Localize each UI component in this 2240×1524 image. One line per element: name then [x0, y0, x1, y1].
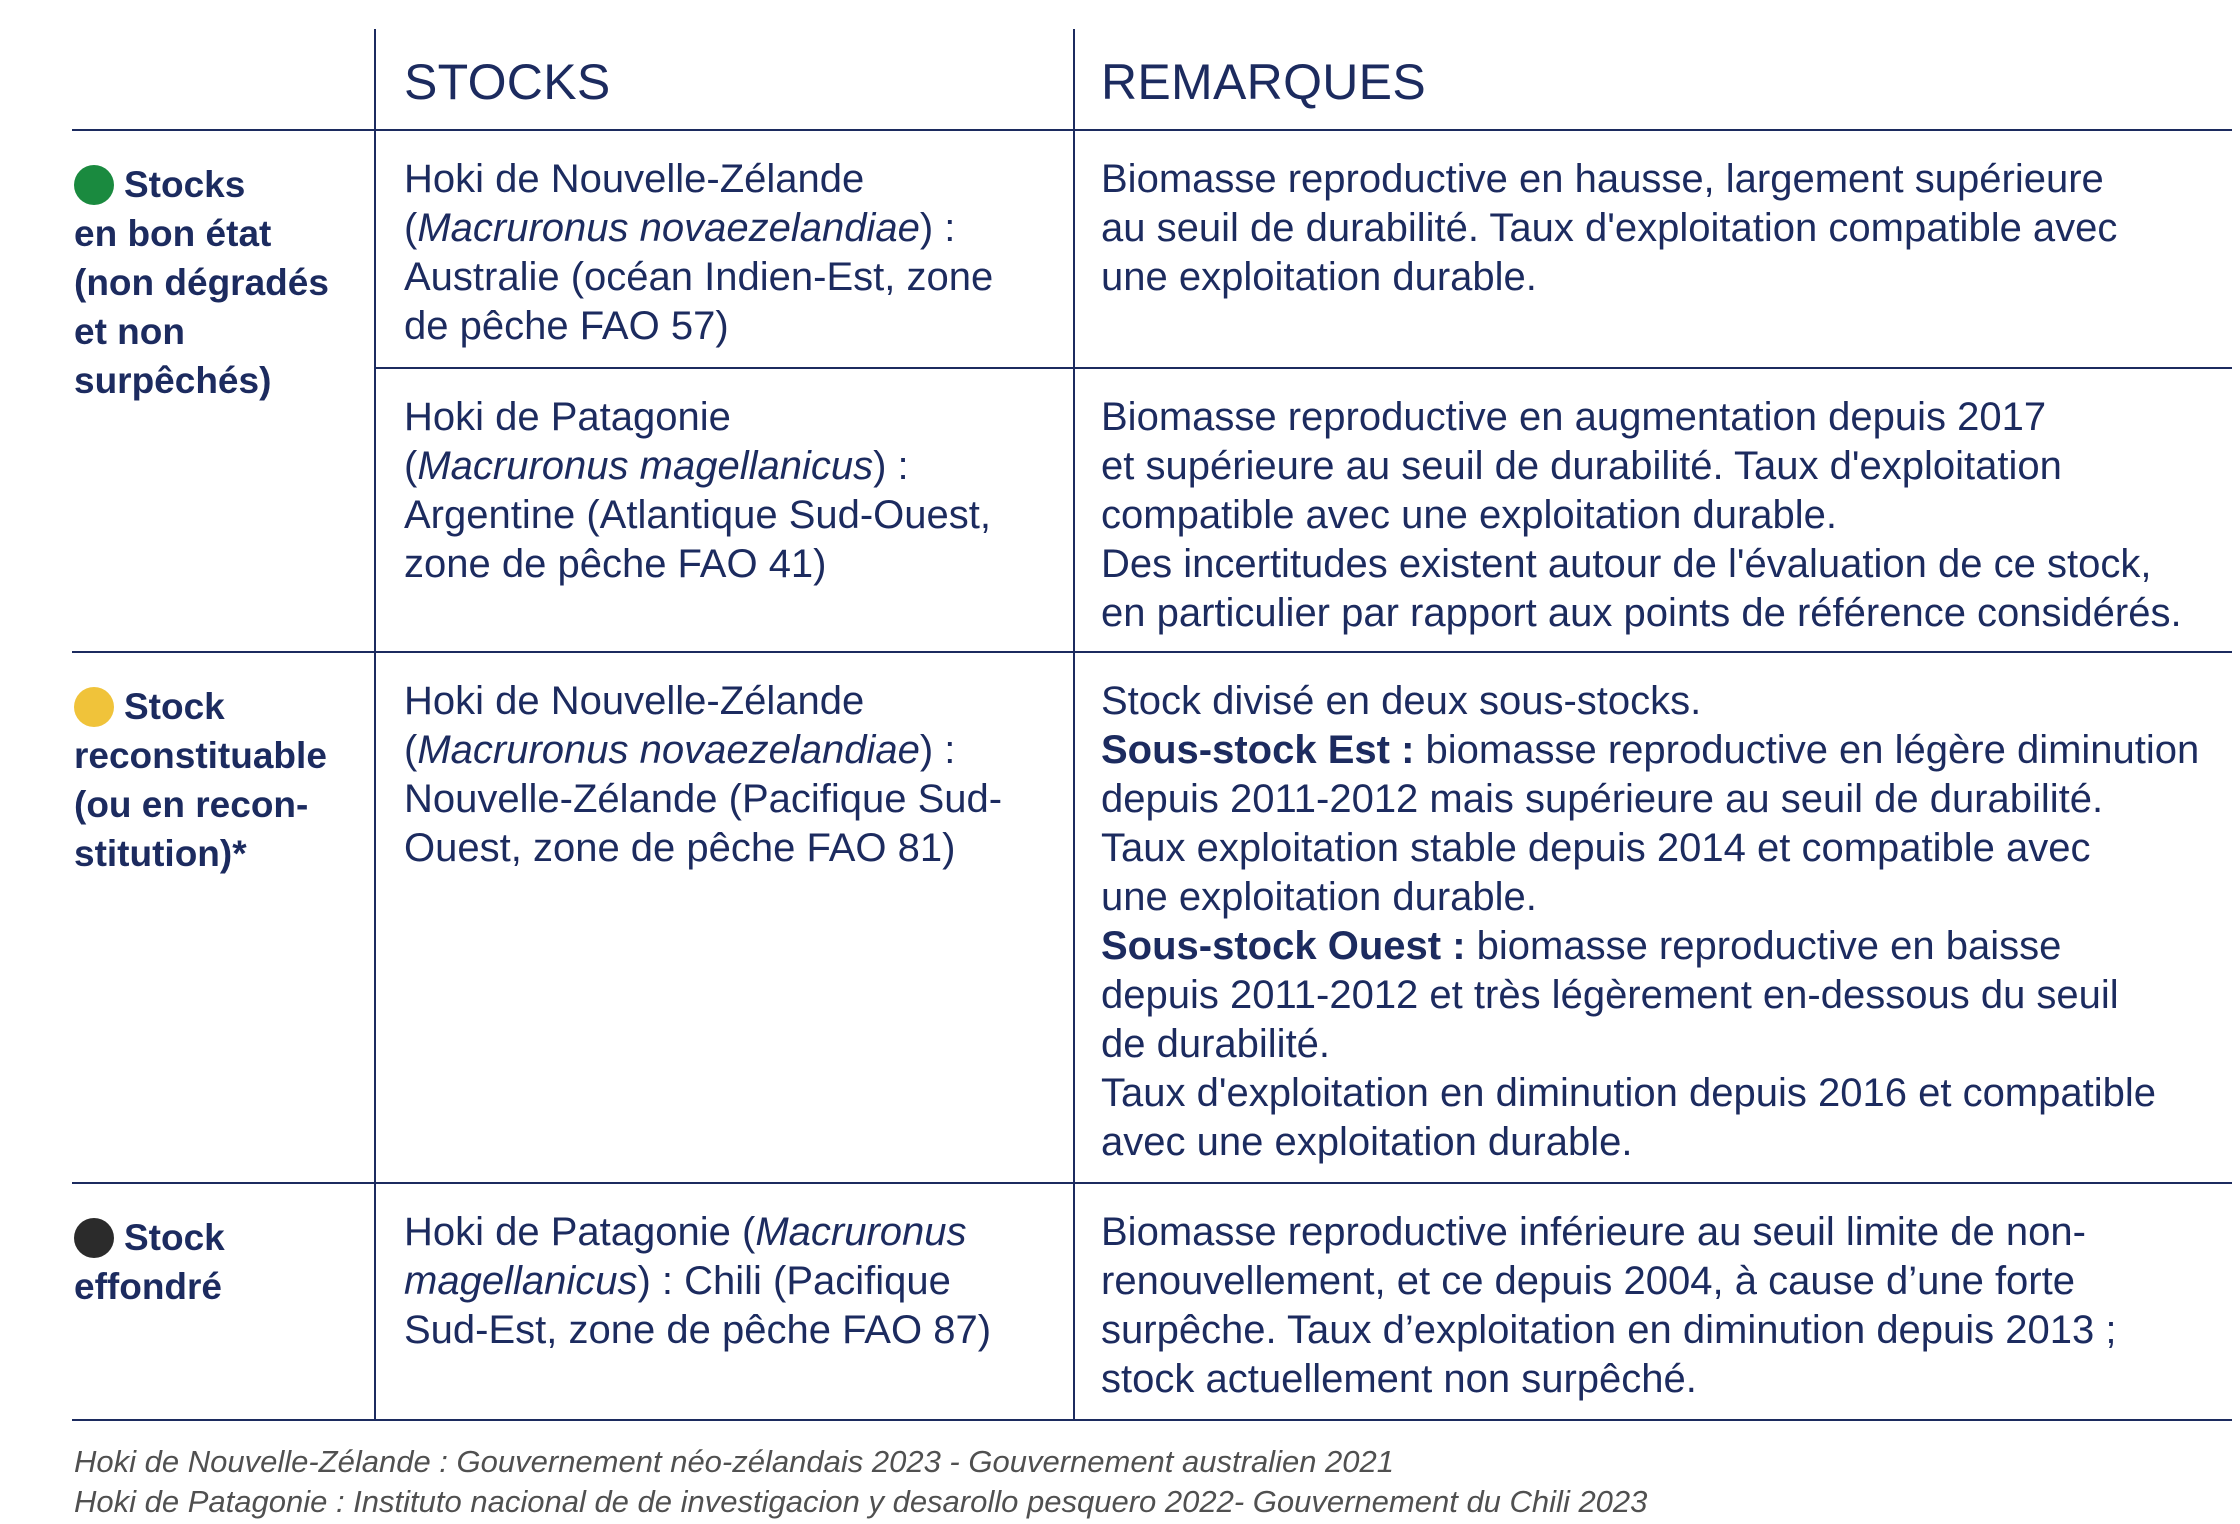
remarks-line: une exploitation durable. — [1101, 255, 1537, 299]
status-label-good — [74, 160, 329, 405]
remarks-line: renouvellement, et ce depuis 2004, à cause d’une forte — [1101, 1259, 2075, 1303]
species-name: Macruronus magellanicus — [417, 444, 874, 488]
stock-line: Argentine (Atlantique Sud-Ouest, — [404, 493, 992, 537]
stock-line: Hoki de Nouvelle-Zélande — [404, 679, 865, 723]
status-label-line: et non — [74, 311, 185, 352]
green-dot-icon — [74, 165, 114, 205]
stock-cell — [404, 393, 991, 589]
stock-line — [404, 1257, 991, 1306]
remarks-line: Des incertitudes existent autour de l'évaluation de ce stock, — [1101, 542, 2152, 586]
remarks-line — [1101, 726, 2199, 775]
source-line: Hoki de Patagonie : Instituto nacional de de investigacion y desarollo pesquero 2022- Gouvernement du Chili 2023 — [74, 1484, 1648, 1519]
remarks-line — [1101, 922, 2199, 971]
remarks-line: Biomasse reproductive en augmentation depuis 2017 — [1101, 395, 2047, 439]
text-run: ( — [404, 206, 418, 250]
status-label-line: Stocks — [124, 164, 246, 205]
remarks-line: Taux d'exploitation en diminution depuis 2016 et compatible — [1101, 1071, 2156, 1115]
remarks-line: surpêche. Taux d’exploitation en diminution depuis 2013 ; — [1101, 1308, 2117, 1352]
stock-line: Sud-Est, zone de pêche FAO 87) — [404, 1308, 992, 1352]
stock-line: Australie (océan Indien-Est, zone — [404, 255, 994, 299]
status-label-rebuildable — [74, 682, 327, 878]
column-header-remarques: REMARQUES — [1101, 54, 1426, 110]
remarks-line: depuis 2011-2012 et très légèrement en-dessous du seuil — [1101, 973, 2119, 1017]
remarks-line: Biomasse reproductive inférieure au seuil limite de non- — [1101, 1210, 2086, 1254]
text-run: ) : — [919, 728, 956, 772]
status-label-line: effondré — [74, 1266, 222, 1307]
status-label-line: Stock — [124, 1217, 225, 1258]
remarks-line: et supérieure au seuil de durabilité. Taux d'exploitation — [1101, 444, 2062, 488]
remarks-cell — [1101, 393, 2182, 638]
stock-cell — [404, 677, 1002, 873]
species-line — [404, 442, 991, 491]
status-label-first-line — [74, 160, 329, 209]
sub-stock-heading: Sous-stock Ouest : — [1101, 924, 1466, 968]
text-run: ) : — [919, 206, 956, 250]
stock-line: Ouest, zone de pêche FAO 81) — [404, 826, 956, 870]
text-run: ) : Chili (Pacifique — [637, 1259, 951, 1303]
yellow-dot-icon — [74, 687, 114, 727]
table-bottom-rule — [72, 1419, 2232, 1421]
species-name: Macruronus — [755, 1210, 967, 1254]
remarks-line: une exploitation durable. — [1101, 875, 1537, 919]
remarks-line: Taux exploitation stable depuis 2014 et compatible avec — [1101, 826, 2091, 870]
row-divider — [375, 367, 2232, 369]
stock-line: Hoki de Patagonie — [404, 395, 731, 439]
sources-footer — [74, 1442, 1647, 1522]
text-run: ( — [404, 728, 418, 772]
column-divider-stocks — [374, 29, 376, 1421]
stock-line: Hoki de Nouvelle-Zélande — [404, 157, 865, 201]
species-name: magellanicus — [404, 1259, 638, 1303]
sub-stock-heading: Sous-stock Est : — [1101, 728, 1415, 772]
stock-line: Nouvelle-Zélande (Pacifique Sud- — [404, 777, 1003, 821]
status-label-first-line — [74, 682, 327, 731]
column-divider-remarques — [1073, 29, 1075, 1421]
remarks-line: en particulier par rapport aux points de référence considérés. — [1101, 591, 2182, 635]
status-label-line: surpêchés) — [74, 360, 272, 401]
status-label-line: (non dégradés — [74, 262, 329, 303]
remarks-cell — [1101, 155, 2117, 302]
stock-line — [404, 1208, 991, 1257]
remarks-line: de durabilité. — [1101, 1022, 1331, 1066]
stock-line: zone de pêche FAO 41) — [404, 542, 827, 586]
remarks-line: stock actuellement non surpêché. — [1101, 1357, 1697, 1401]
source-line: Hoki de Nouvelle-Zélande : Gouvernement néo-zélandais 2023 - Gouvernement australien 2021 — [74, 1444, 1395, 1479]
header-divider — [72, 129, 2232, 131]
text-run: ) : — [873, 444, 909, 488]
status-label-first-line — [74, 1213, 225, 1262]
status-label-line: Stock — [124, 686, 225, 727]
species-name: Macruronus novaezelandiae — [417, 206, 920, 250]
status-label-line: stitution)* — [74, 833, 247, 874]
status-label-line: (ou en recon- — [74, 784, 309, 825]
text-run: Hoki de Patagonie ( — [404, 1210, 756, 1254]
remarks-line: avec une exploitation durable. — [1101, 1120, 1633, 1164]
species-line — [404, 726, 1002, 775]
remarks-line: Biomasse reproductive en hausse, largement supérieure — [1101, 157, 2104, 201]
status-label-collapsed — [74, 1213, 225, 1311]
species-line — [404, 204, 993, 253]
remarks-line: compatible avec une exploitation durable. — [1101, 493, 1838, 537]
text-run: biomasse reproductive en baisse — [1465, 924, 2062, 968]
text-run: biomasse reproductive en légère diminution — [1414, 728, 2200, 772]
stock-cell — [404, 1208, 991, 1355]
column-header-stocks: STOCKS — [404, 54, 611, 110]
species-name: Macruronus novaezelandiae — [417, 728, 920, 772]
remarks-line: au seuil de durabilité. Taux d'exploitation compatible avec — [1101, 206, 2118, 250]
remarks-line: depuis 2011-2012 mais supérieure au seuil de durabilité. — [1101, 777, 2104, 821]
remarks-cell — [1101, 1208, 2117, 1404]
status-label-line: reconstituable — [74, 735, 327, 776]
text-run: ( — [404, 444, 418, 488]
group-divider — [72, 1182, 2232, 1184]
remarks-line: Stock divisé en deux sous-stocks. — [1101, 679, 1702, 723]
remarks-cell — [1101, 677, 2199, 1167]
black-dot-icon — [74, 1218, 114, 1258]
stock-line: de pêche FAO 57) — [404, 304, 729, 348]
group-divider — [72, 651, 2232, 653]
stock-cell — [404, 155, 993, 351]
status-label-line: en bon état — [74, 213, 272, 254]
